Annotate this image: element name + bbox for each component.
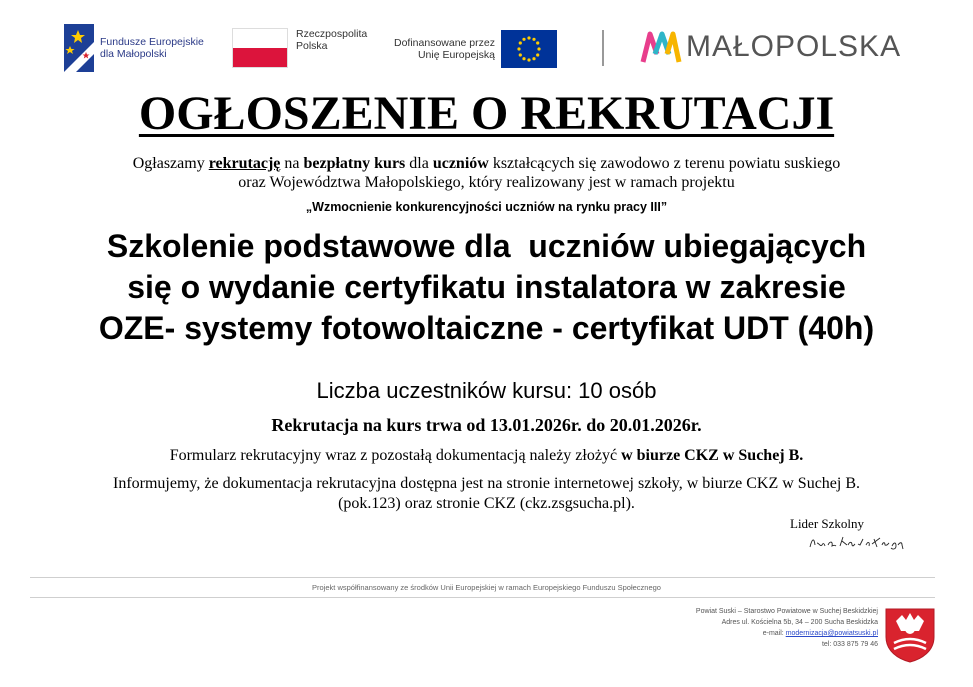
email-line <box>560 628 878 639</box>
eu-logo-text <box>394 37 495 61</box>
docs-info <box>20 474 953 514</box>
page-title <box>0 86 973 142</box>
logo-bar <box>0 22 973 74</box>
intro-students: uczniów <box>432 155 489 172</box>
phone-line: tel: 033 875 79 46 <box>821 641 878 648</box>
address-line1: Powiat Suski – Starostwo Powiatowe w Suchej Beskidzkiej <box>695 608 878 615</box>
leader-label: Lider Szkolny <box>790 516 865 531</box>
intro-text-4: kształcących się zawodowo z terenu powiatu suskiego <box>488 155 841 172</box>
intro-text-1: Ogłaszamy <box>132 155 209 172</box>
fe-text-line1: Fundusze Europejskie <box>100 36 204 48</box>
address-line2: Adres ul. Kościelna 5b, 34 – 200 Sucha Beskidzka <box>721 619 878 626</box>
form-info-office: w biurze CKZ w Suchej B. <box>621 447 804 464</box>
cofunding-note: Projekt współfinansowany ze środków Unii Europejskiej w ramach Europejskiego Funduszu Społecznego <box>312 583 661 592</box>
malopolska-text: MAŁOPOLSKA <box>686 30 902 63</box>
intro-line1 <box>40 154 933 173</box>
intro-text-3: dla <box>405 155 433 172</box>
pl-logo-text <box>296 28 367 52</box>
page-title-text: OGŁOSZENIE O REKRUTACJI <box>138 87 835 140</box>
address-block <box>560 606 878 650</box>
intro-paragraph <box>40 154 933 192</box>
course-title-line1: Szkolenie podstawowe dla uczniów ubiegających <box>106 228 867 264</box>
fe-logo-text <box>100 36 204 60</box>
malopolska-logo <box>640 28 901 66</box>
course-title-line3: OZE- systemy fotowoltaiczne - certyfikat UDT (40h) <box>98 310 875 346</box>
footer-divider-bottom <box>30 597 935 598</box>
footer-divider-top <box>30 577 935 578</box>
project-name: „Wzmocnienie konkurencyjności uczniów na rynku pracy III” <box>305 200 668 214</box>
intro-text-2: na <box>280 155 304 172</box>
course-title <box>0 226 973 349</box>
logo-divider <box>602 30 604 66</box>
handwritten-signature <box>808 533 908 551</box>
fundusze-europejskie-logo <box>64 24 204 72</box>
intro-recruitment: rekrutację <box>208 155 281 172</box>
fe-text-line2: dla Małopolski <box>100 48 167 60</box>
intro-line2: oraz Województwa Małopolskiego, który realizowany jest w ramach projektu <box>238 174 735 191</box>
eu-logo <box>394 30 557 68</box>
recruitment-dates: Rekrutacja na kurs trwa od 13.01.2026r. do 20.01.2026r. <box>271 415 702 435</box>
powiat-suski-crest-icon <box>884 607 936 663</box>
participants-count: Liczba uczestników kursu: 10 osób <box>316 378 657 403</box>
form-info-text: Formularz rekrutacyjny wraz z pozostałą dokumentacją należy złożyć <box>169 447 622 464</box>
email-label: e-mail: <box>762 630 786 637</box>
docs-info-line2: (pok.123) oraz stronie CKZ (ckz.zsgsucha.pl). <box>338 495 635 512</box>
polish-flag-icon <box>232 28 288 68</box>
eu-text-line2: Unię Europejską <box>417 49 495 61</box>
fe-star-icon <box>64 24 94 72</box>
email-link[interactable]: modernizacja@powiatsuski.pl <box>785 630 878 637</box>
pl-text-line1: Rzeczpospolita <box>296 28 368 40</box>
eu-text-line1: Dofinansowane przez <box>394 37 495 49</box>
docs-info-line1: Informujemy, że dokumentacja rekrutacyjna dostępna jest na stronie internetowej szkoły, w biurze CKZ w Suchej B. <box>112 475 861 492</box>
pl-text-line2: Polska <box>296 40 328 52</box>
malopolska-m-icon <box>640 28 682 66</box>
eu-flag-icon <box>501 30 557 68</box>
intro-free-course: bezpłatny kurs <box>303 155 406 172</box>
form-info <box>0 446 973 466</box>
rzeczpospolita-logo <box>232 28 367 68</box>
course-title-line2: się o wydanie certyfikatu instalatora w zakresie <box>127 269 846 305</box>
